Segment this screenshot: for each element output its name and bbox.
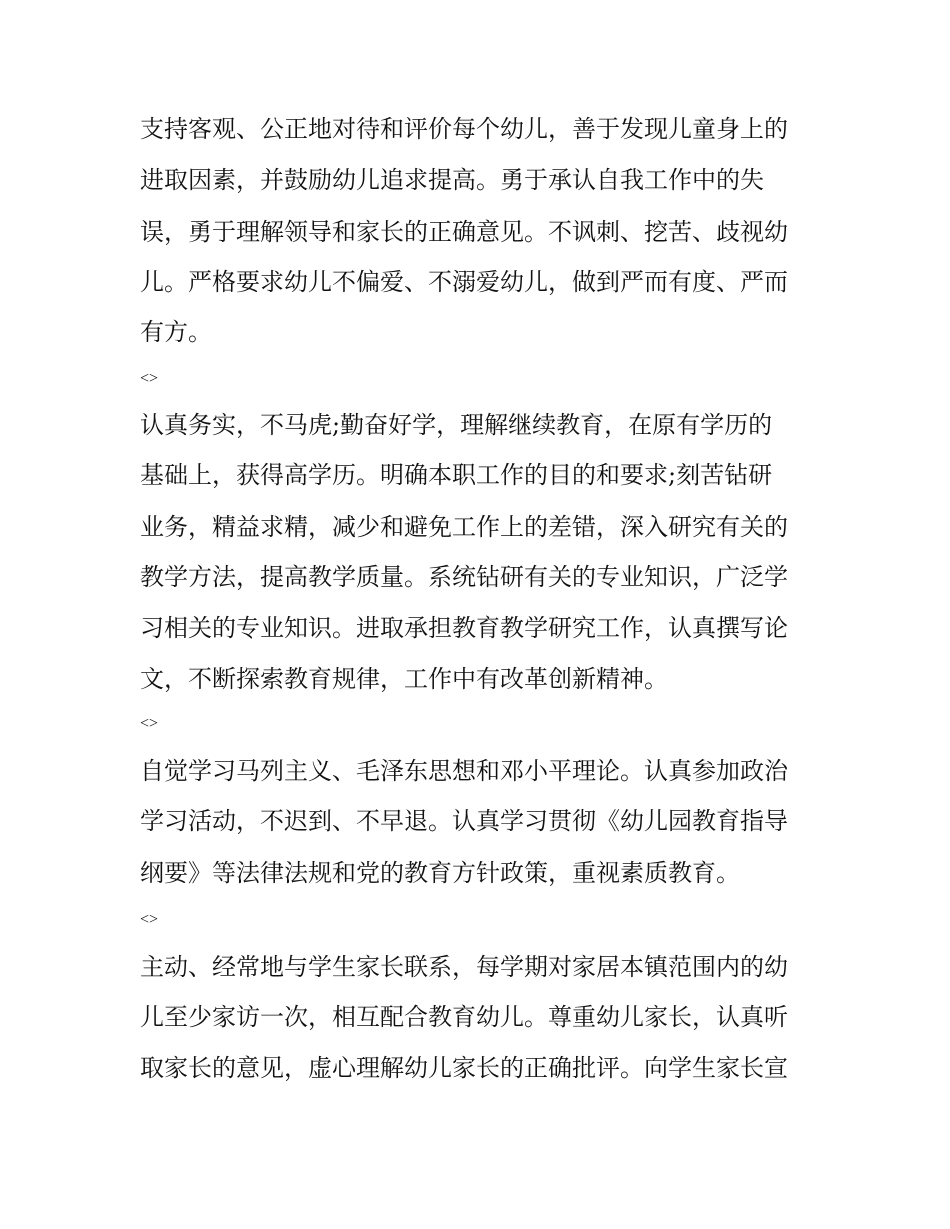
text-line: 文，不断探索教育规律，工作中有改革创新精神。 xyxy=(140,665,668,693)
text-line: 业务，精益求精，减少和避免工作上的差错，深入研究有关的 xyxy=(140,513,788,541)
text-line: 习相关的专业知识。进取承担教育教学研究工作，认真撰写论 xyxy=(140,614,788,642)
text-line: 认真务实，不马虎;勤奋好学，理解继续教育，在原有学历的 xyxy=(140,411,773,439)
text-line: 儿。严格要求幼儿不偏爱、不溺爱幼儿，做到严而有度、严而 xyxy=(140,268,788,296)
text-line: 取家长的意见，虚心理解幼儿家长的正确批评。向学生家长宣 xyxy=(140,1054,788,1082)
text-line: 自觉学习马列主义、毛泽东思想和邓小平理论。认真参加政治 xyxy=(140,757,788,785)
text-line: 主动、经常地与学生家长联系，每学期对家居本镇范围内的幼 xyxy=(140,953,788,981)
text-line: 纲要》等法律法规和党的教育方针政策，重视素质教育。 xyxy=(140,859,740,887)
section-separator: <> xyxy=(140,370,159,387)
text-line: 基础上，获得高学历。明确本职工作的目的和要求;刻苦钻研 xyxy=(140,461,773,489)
section-separator: <> xyxy=(140,911,159,928)
section-separator: <> xyxy=(140,715,159,732)
text-line: 进取因素，并鼓励幼儿追求提高。勇于承认自我工作中的失 xyxy=(140,166,764,194)
text-line: 儿至少家访一次，相互配合教育幼儿。尊重幼儿家长，认真听 xyxy=(140,1003,788,1031)
text-line: 教学方法，提高教学质量。系统钻研有关的专业知识，广泛学 xyxy=(140,563,788,591)
text-line: 误，勇于理解领导和家长的正确意见。不讽刺、挖苦、歧视幼 xyxy=(140,218,788,246)
text-line: 有方。 xyxy=(140,318,212,346)
text-line: 学习活动，不迟到、不早退。认真学习贯彻《幼儿园教育指导 xyxy=(140,807,788,835)
text-line: 支持客观、公正地对待和评价每个幼儿，善于发现儿童身上的 xyxy=(140,115,788,143)
